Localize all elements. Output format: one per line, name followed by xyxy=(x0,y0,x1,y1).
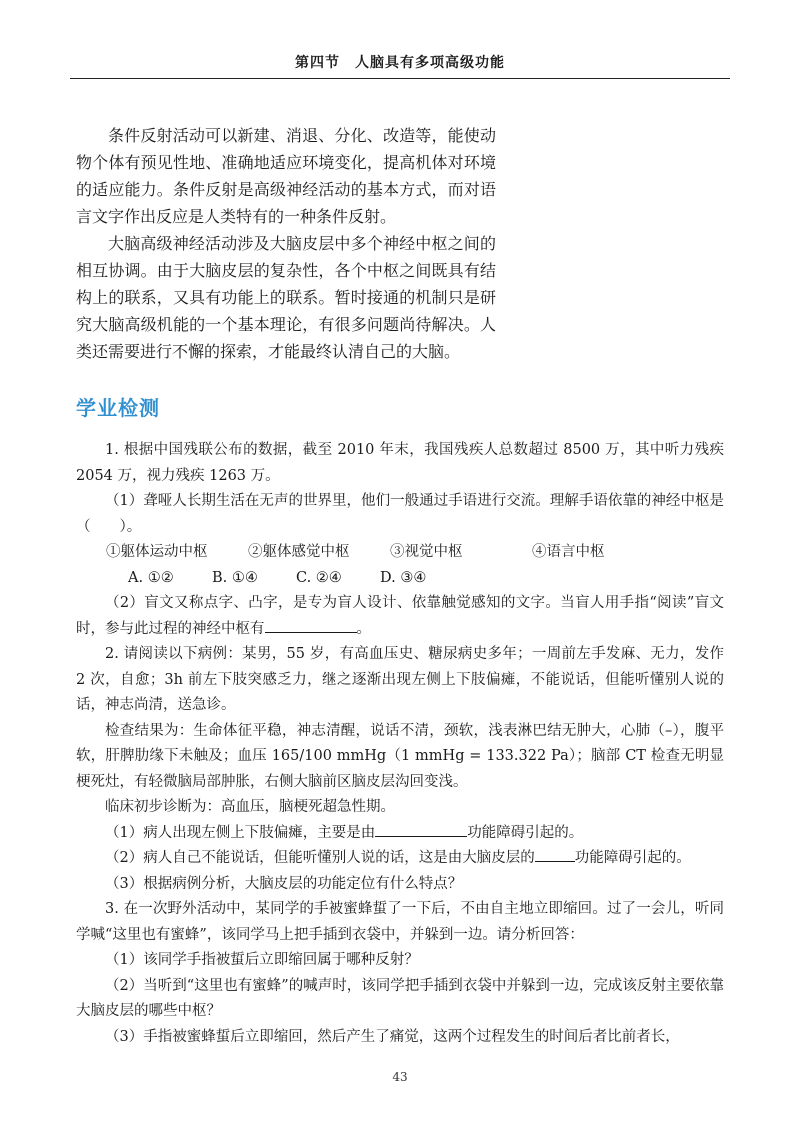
choice-d: D. ③④ xyxy=(380,569,427,586)
body-text xyxy=(76,122,496,365)
option-item: ③视觉中枢 xyxy=(390,544,463,560)
question-3-part-3: （3）手指被蜜蜂蜇后立即缩回，然后产生了痛觉，这两个过程发生的时间后者比前者长， xyxy=(105,1028,680,1045)
exercise-list xyxy=(76,438,724,1050)
question-2-part-2 xyxy=(76,846,724,872)
question-1-part-2-end: 。 xyxy=(356,620,371,637)
question-1-stem: 1. 根据中国残联公布的数据，截至 2010 年末，我国残疾人总数超过 8500 万，其中听力残疾 2054 万，视力残疾 1263 万。 xyxy=(76,442,724,484)
option-item: ④语言中枢 xyxy=(532,544,605,560)
page-number: 43 xyxy=(392,1070,408,1084)
choice-a: A. ①② xyxy=(128,569,174,586)
answer-blank xyxy=(375,822,467,837)
question-1-choices xyxy=(76,566,724,592)
question-2-diagnosis: 临床初步诊断为：高血压，脑梗死超急性期。 xyxy=(105,799,395,815)
question-2-exam-results: 检查结果为：生命体征平稳，神志清醒，说话不清，颈软，浅表淋巴结无肿大，心肺（–），腹平软，肝脾肋缘下未触及；血压 165/100 mmHg（1 mmHg = 133.322 Pa）；脑部 CT 检查无明显梗死灶，有轻微脑局部肿胀，右侧大脑前区脑皮层沟回变浅。 xyxy=(76,722,724,790)
choice-b: B. ①④ xyxy=(212,569,258,586)
question-2-part-3: （3）根据病例分析，大脑皮层的功能定位有什么特点？ xyxy=(105,875,463,892)
question-1-part-1: （1）聋哑人长期生活在无声的世界里，他们一般通过手语进行交流。理解手语依靠的神经中枢是（ ）。 xyxy=(76,493,724,535)
option-item: ①躯体运动中枢 xyxy=(106,544,208,560)
question-3-stem: 3. 在一次野外活动中，某同学的手被蜜蜂蜇了一下后，不由自主地立即缩回。过了一会儿，听同学喊“这里也有蜜蜂”，该同学马上把手插到衣袋中，并躲到一边。请分析回答： xyxy=(76,901,724,943)
question-2-part-2-text: （2）病人自己不能说话，但能听懂别人说的话，这是由大脑皮层的 xyxy=(105,850,535,866)
option-item: ②躯体感觉中枢 xyxy=(248,544,350,560)
question-2-part-1-text: （1）病人出现左侧上下肢偏瘫，主要是由 xyxy=(105,824,376,841)
question-3-part-2: （2）当听到“这里也有蜜蜂”的喊声时，该同学把手插到衣袋中并躲到一边，完成该反射主要依靠大脑皮层的哪些中枢？ xyxy=(76,977,724,1019)
paragraph: 条件反射活动可以新建、消退、分化、改造等，能使动物个体有预见性地、准确地适应环境变化，提高机体对环境的适应能力。条件反射是高级神经活动的基本方式，而对语言文字作出反应是人类特有的一种条件反射。 xyxy=(76,126,496,226)
question-1-part-2-text: （2）盲文又称点字、凸字，是专为盲人设计、依靠触觉感知的文字。当盲人用手指“阅读”盲文时，参与此过程的神经中枢有 xyxy=(76,595,724,637)
header-rule xyxy=(70,78,730,79)
answer-blank xyxy=(535,847,575,862)
question-2-part-1-end: 功能障碍引起的。 xyxy=(467,824,584,841)
running-header: 第四节 人脑具有多项高级功能 xyxy=(295,55,505,71)
question-3-part-1: （1）该同学手指被蜇后立即缩回属于哪种反射？ xyxy=(105,952,419,968)
question-1-options xyxy=(76,540,724,566)
question-2-part-1 xyxy=(76,821,724,847)
choice-c: C. ②④ xyxy=(296,569,342,586)
question-1-part-2 xyxy=(76,591,724,642)
answer-blank xyxy=(265,618,357,633)
question-2-stem: 2. 请阅读以下病例：某男，55 岁，有高血压史、糖尿病史多年；一周前左手发麻、无力，发作 2 次，自愈；3h 前左下肢突感乏力，继之逐渐出现左侧上下肢偏瘫，不能说话，但能听懂别人说的话，神志尚清，送急诊。 xyxy=(76,646,724,713)
section-title: 学业检测 xyxy=(76,396,160,420)
paragraph: 大脑高级神经活动涉及大脑皮层中多个神经中枢之间的相互协调。由于大脑皮层的复杂性，各个中枢之间既具有结构上的联系，又具有功能上的联系。暂时接通的机制只是研究大脑高级机能的一个基本理论，有很多问题尚待解决。人类还需要进行不懈的探索，才能最终认清自己的大脑。 xyxy=(76,234,496,361)
question-2-part-2-end: 功能障碍引起的。 xyxy=(574,850,691,866)
